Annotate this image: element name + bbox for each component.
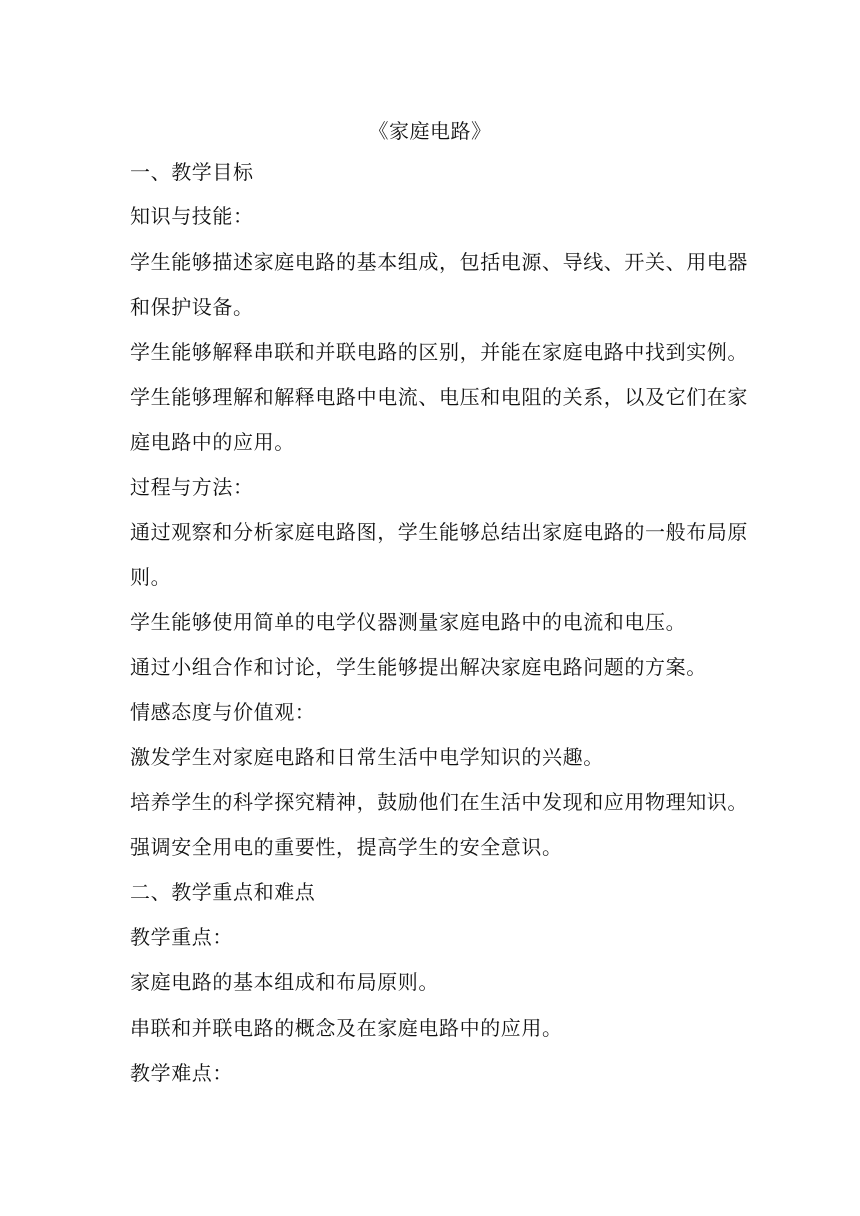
- paragraph-line: 通过小组合作和讨论，学生能够提出解决家庭电路问题的方案。: [130, 655, 707, 679]
- paragraph-line: 学生能够描述家庭电路的基本组成，包括电源、导线、开关、用电器: [130, 250, 748, 274]
- paragraph-line: 学生能够理解和解释电路中电流、电压和电阻的关系，以及它们在家: [130, 385, 748, 409]
- document-title: 《家庭电路》: [368, 119, 492, 143]
- paragraph-line: 家庭电路的基本组成和布局原则。: [130, 970, 439, 994]
- subheading-knowledge-skills: 知识与技能：: [130, 204, 254, 228]
- paragraph-line: 通过观察和分析家庭电路图，学生能够总结出家庭电路的一般布局原: [130, 520, 748, 544]
- paragraph-line: 学生能够解释串联和并联电路的区别，并能在家庭电路中找到实例。: [130, 340, 748, 364]
- section-heading-key-difficult-points: 二、教学重点和难点: [130, 880, 316, 904]
- paragraph-line: 则。: [130, 565, 172, 589]
- paragraph-line: 串联和并联电路的概念及在家庭电路中的应用。: [130, 1016, 563, 1040]
- subheading-difficult-points: 教学难点：: [130, 1061, 233, 1085]
- paragraph-line: 和保护设备。: [130, 295, 254, 319]
- paragraph-line: 学生能够使用简单的电学仪器测量家庭电路中的电流和电压。: [130, 610, 687, 634]
- paragraph-line: 庭电路中的应用。: [130, 430, 295, 454]
- subheading-attitudes-values: 情感态度与价值观：: [130, 700, 316, 724]
- paragraph-line: 培养学生的科学探究精神，鼓励他们在生活中发现和应用物理知识。: [130, 790, 748, 814]
- subheading-process-methods: 过程与方法：: [130, 475, 254, 499]
- paragraph-line: 强调安全用电的重要性，提高学生的安全意识。: [130, 835, 563, 859]
- paragraph-line: 激发学生对家庭电路和日常生活中电学知识的兴趣。: [130, 745, 604, 769]
- subheading-key-points: 教学重点：: [130, 925, 233, 949]
- section-heading-objectives: 一、教学目标: [130, 160, 254, 184]
